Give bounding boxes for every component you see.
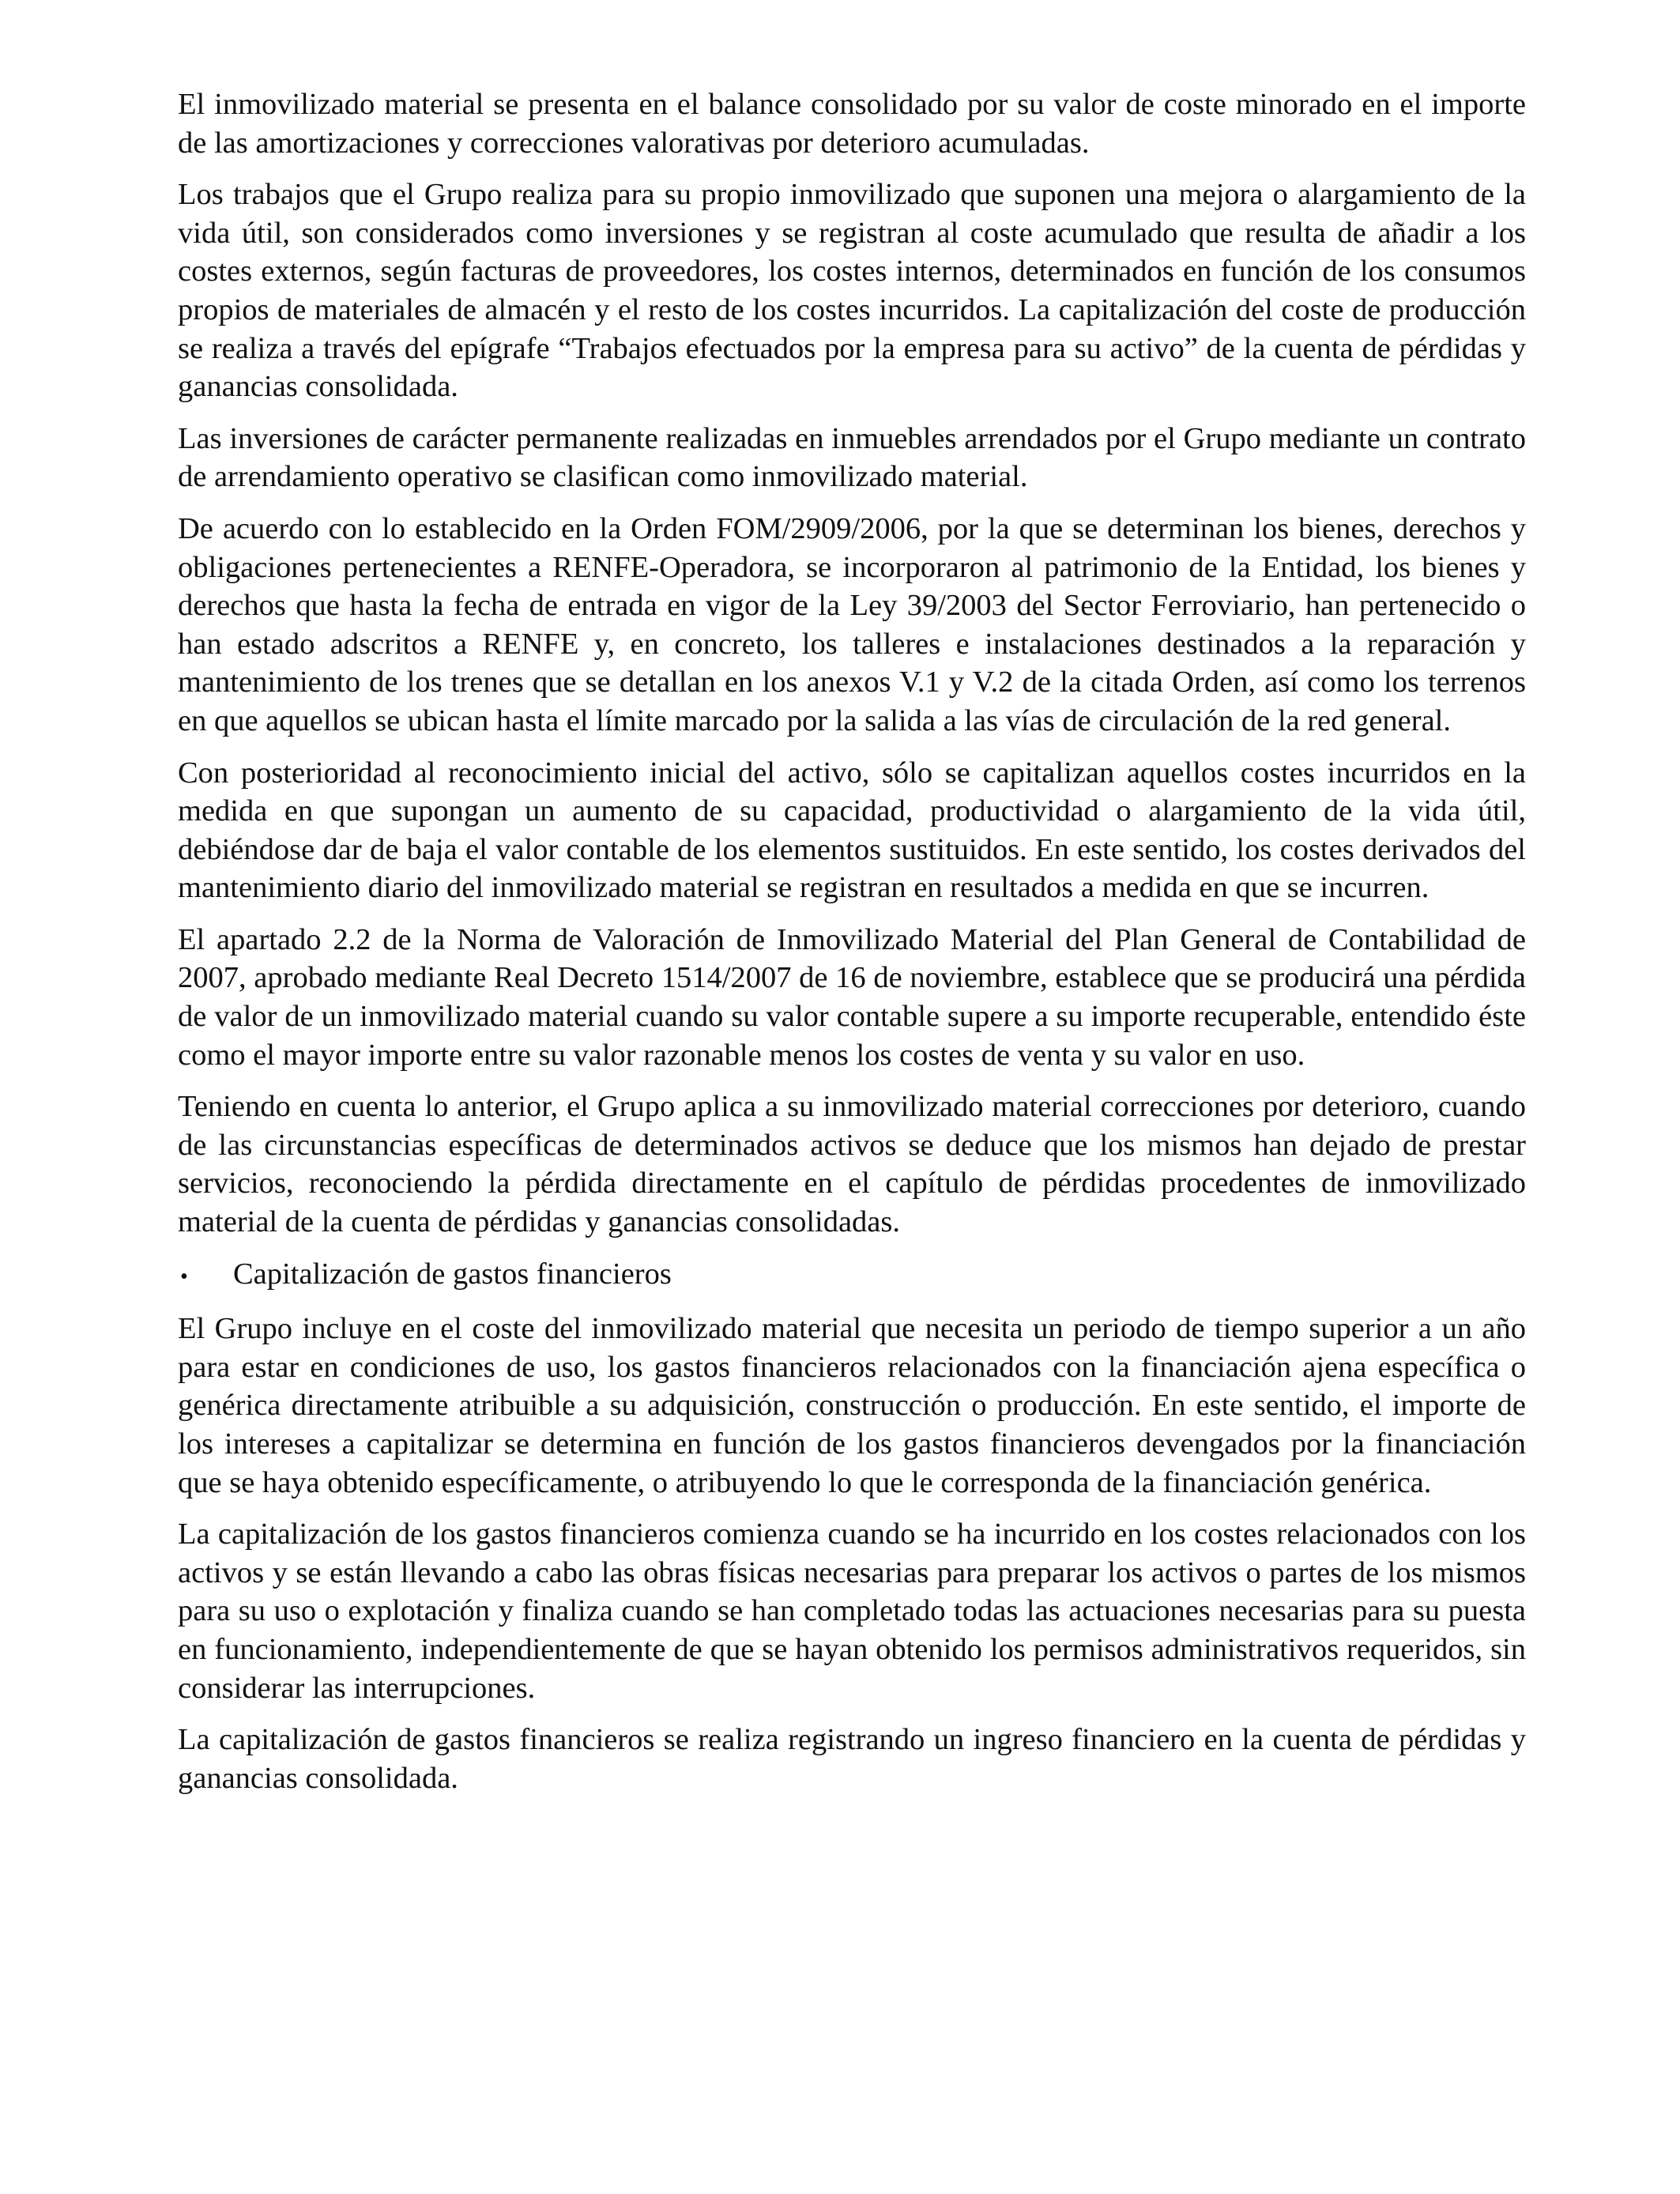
paragraph-correcciones-deterioro: Teniendo en cuenta lo anterior, el Grupo aplica a su inmovilizado material correcciones por deterioro, cuando de las circunstancias específicas de determinados activos se deduce que los mismos han dejado de prestar servicios, reconociendo la pérdida directamente en el capítulo de pérdidas procedentes de inmovilizado material de la cuenta de pérdidas y ganancias consolidadas.: [178, 1090, 1526, 1239]
bullet-heading: Capitalización de gastos financieros: [233, 1257, 672, 1291]
paragraph-inicio-capitalizacion: La capitalización de los gastos financieros comienza cuando se ha incurrido en los costes relacionados con los activos y se están llevando a cabo las obras físicas necesarias para preparar los activos o partes de los mismos para su uso o explotación y finaliza cuando se han completado todas las actuaciones necesarias para su puesta en funcionamiento, independientemente de que se hayan obtenido los permisos administrativos requeridos, sin considerar las interrupciones.: [178, 1517, 1526, 1705]
paragraph-gastos-financieros-coste: El Grupo incluye en el coste del inmovilizado material que necesita un periodo de tiempo superior a un año para estar en condiciones de uso, los gastos financieros relacionados con la financiación ajena específica o genérica directamente atribuible a su adquisición, construcción o producción. En este sentido, el importe de los intereses a capitalizar se determina en función de los gastos financieros devengados por la financiación que se haya obtenido específicamente, o atribuyendo lo que le corresponda de la financiación genérica.: [178, 1312, 1526, 1499]
bullet-item-capitalizacion: [178, 1255, 1526, 1297]
paragraph-orden-fom: De acuerdo con lo establecido en la Orden FOM/2909/2006, por la que se determinan los bienes, derechos y obligaciones pertenecientes a RENFE-Operadora, se incorporaron al patrimonio de la Entidad, los bienes y derechos que hasta la fecha de entrada en vigor de la Ley 39/2003 del Sector Ferroviario, han pertenecido o han estado adscritos a RENFE y, en concreto, los talleres e instalaciones destinados a la reparación y mantenimiento de los trenes que se detallan en los anexos V.1 y V.2 de la citada Orden, así como los terrenos en que aquellos se ubican hasta el límite marcado por la salida a las vías de circulación de la red general.: [178, 511, 1526, 737]
paragraph-inversiones-arrendados: Las inversiones de carácter permanente realizadas en inmuebles arrendados por el Grupo mediante un contrato de arrendamiento operativo se clasifican como inmovilizado material.: [178, 421, 1526, 494]
paragraph-trabajos-propios: Los trabajos que el Grupo realiza para su propio inmovilizado que suponen una mejora o alargamiento de la vida útil, son considerados como inversiones y se registran al coste acumulado que resulta de añadir a los costes externos, según facturas de proveedores, los costes internos, determinados en función de los consumos propios de materiales de almacén y el resto de los costes incurridos. La capitalización del coste de producción se realiza a través del epígrafe “Trabajos efectuados por la empresa para su activo” de la cuenta de pérdidas y ganancias consolidada.: [178, 178, 1526, 404]
bullet-icon: •: [180, 1264, 188, 1289]
paragraph-inmovilizado-presentacion: El inmovilizado material se presenta en el balance consolidado por su valor de coste minorado en el importe de las amortizaciones y correcciones valorativas por deterioro acumuladas.: [178, 88, 1526, 160]
paragraph-reconocimiento-posterior: Con posterioridad al reconocimiento inicial del activo, sólo se capitalizan aquellos costes incurridos en la medida en que supongan un aumento de su capacidad, productividad o alargamiento de la vida útil, debiéndose dar de baja el valor contable de los elementos sustituidos. En este sentido, los costes derivados del mantenimiento diario del inmovilizado material se registran en resultados a medida en que se incurren.: [178, 756, 1526, 905]
document-page: [178, 85, 1526, 1811]
paragraph-norma-valoracion: El apartado 2.2 de la Norma de Valoración de Inmovilizado Material del Plan General de Contabilidad de 2007, aprobado mediante Real Decreto 1514/2007 de 16 de noviembre, establece que se producirá una pérdida de valor de un inmovilizado material cuando su valor contable supere a su importe recuperable, entendido éste como el mayor importe entre su valor razonable menos los costes de venta y su valor en uso.: [178, 922, 1526, 1072]
paragraph-registro-ingreso: La capitalización de gastos financieros se realiza registrando un ingreso financiero en la cuenta de pérdidas y ganancias consolidada.: [178, 1723, 1526, 1795]
